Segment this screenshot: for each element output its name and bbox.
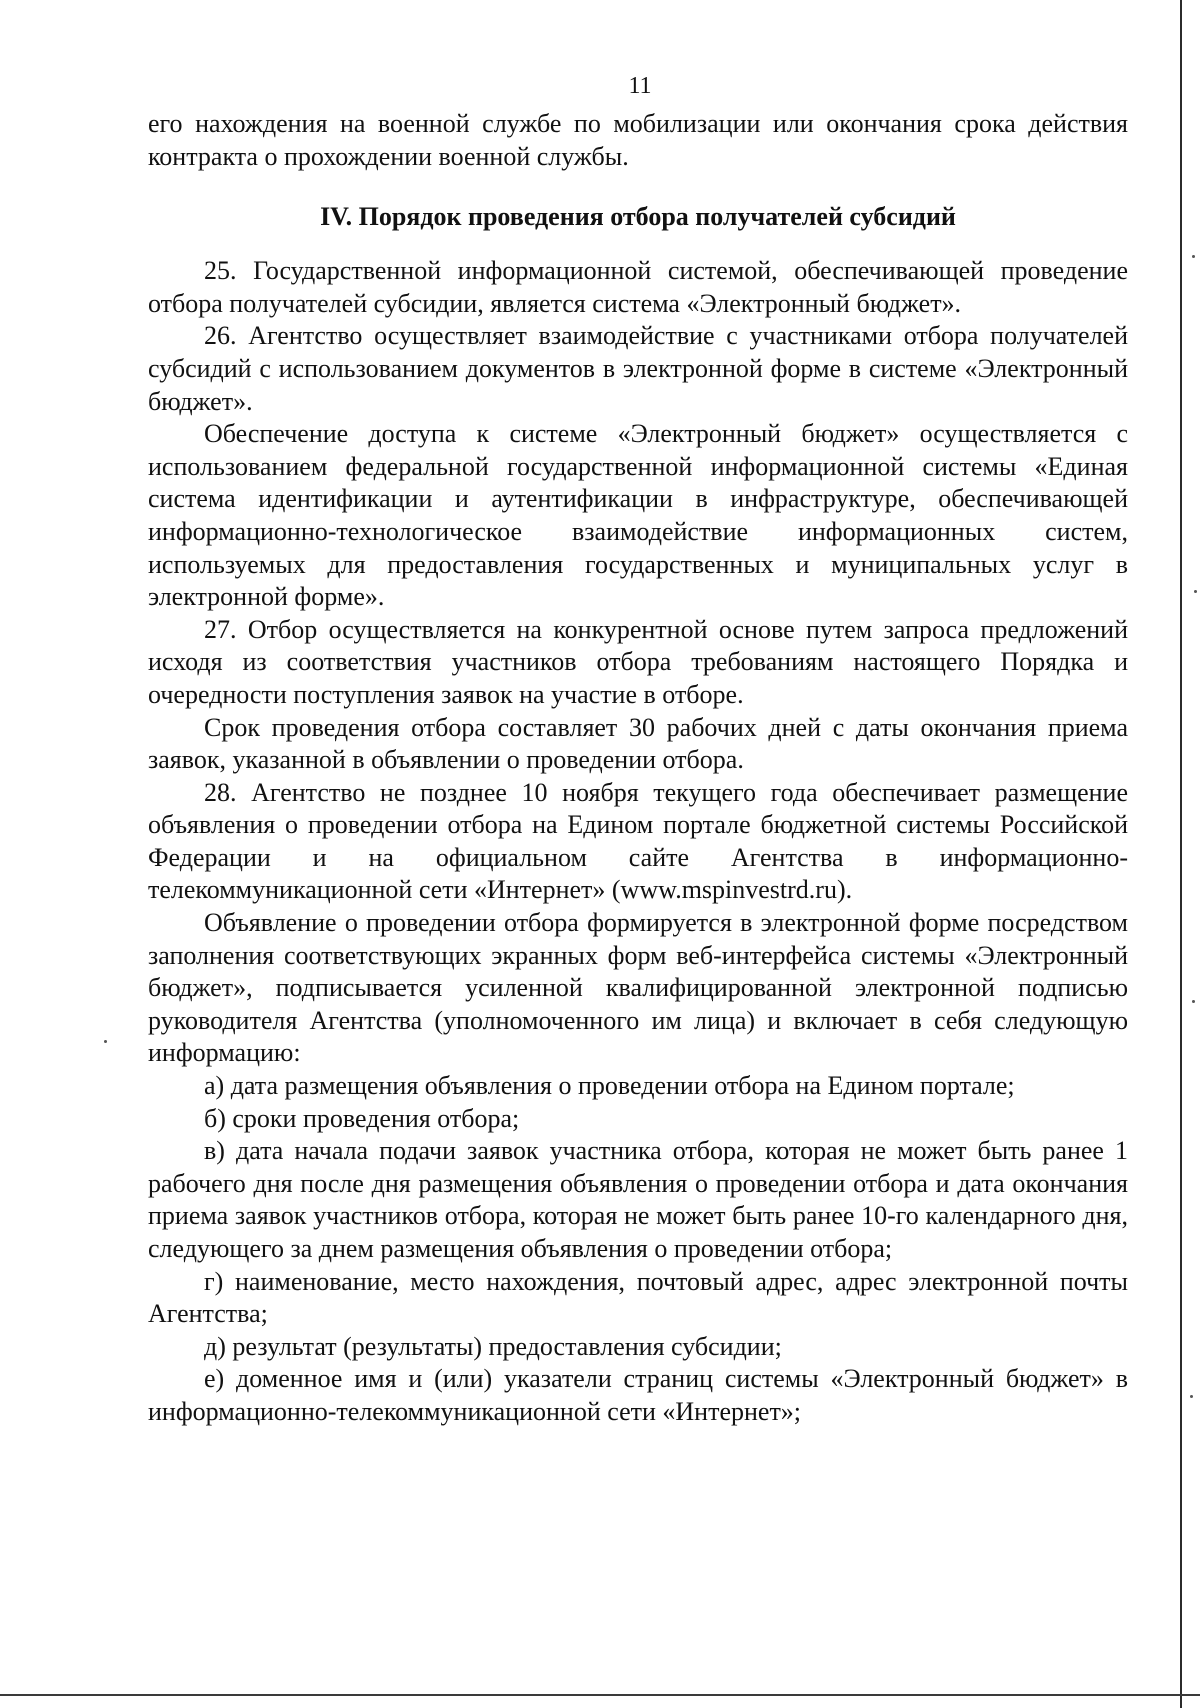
page-number: 11 [628, 73, 652, 99]
list-item-v: в) дата начала подачи заявок участника отбора, которая не может быть ранее 1 рабочего дня после дня размещения объявления о проведении отбора и дата окончания приема заявок участников отбора, которая не может быть ранее 10-го календарного дня, следующего за днем размещения объявления о проведении отбора; [148, 1136, 1128, 1263]
scan-speck [104, 1040, 107, 1043]
paragraph-28: 28. Агентство не позднее 10 ноября текущего года обеспечивает размещение объявления о проведении отбора на Едином портале бюджетной системы Российской Федерации и на официальном сайте Агентства в информационно-телекоммуникационной сети «Интернет» (www.mspinvestrd.ru). [148, 777, 1128, 905]
scan-speck [1190, 1395, 1193, 1398]
paragraph-27: 27. Отбор осуществляется на конкурентной основе путем запроса предложений исходя из соответствия участников отбора требованиям настоящего Порядка и очередности поступления заявок на участие в отборе. [148, 614, 1128, 709]
list-item-d: д) результат (результаты) предоставления субсидии; [204, 1331, 782, 1361]
scan-edge-right [1180, 0, 1182, 1708]
paragraph-28-announcement: Объявление о проведении отбора формируется в электронной форме посредством заполнения соответствующих экранных форм веб-интерфейса системы «Электронный бюджет», подписывается усиленной квалифицированной электронной подписью руководителя Агентства (уполномоченного им лица) и включает в себя следующую информацию: [148, 908, 1128, 1068]
scan-speck [1194, 590, 1197, 593]
scan-edge-bottom [0, 1694, 1200, 1696]
paragraph-26: 26. Агентство осуществляет взаимодействие с участниками отбора получателей субсидий с использованием документов в электронной форме в системе «Электронный бюджет». [148, 321, 1128, 416]
scan-speck [1192, 1000, 1195, 1003]
paragraph-25: 25. Государственной информационной системой, обеспечивающей проведение отбора получателей субсидии, является система «Электронный бюджет». [148, 256, 1128, 318]
document-body [148, 108, 1128, 1429]
paragraph-continuation: его нахождения на военной службе по мобилизации или окончания срока действия контракта о прохождении военной службы. [148, 109, 1128, 171]
paragraph-26-access: Обеспечение доступа к системе «Электронный бюджет» осуществляется с использованием федеральной государственной информационной системы «Единая система идентификации и аутентификации в инфраструктуре, обеспечивающей информационно-технологическое взаимодействие информационных систем, используемых для предоставления государственных и муниципальных услуг в электронной форме». [148, 419, 1128, 612]
list-item-g: г) наименование, место нахождения, почтовый адрес, адрес электронной почты Агентства; [148, 1266, 1128, 1329]
paragraph-27-term: Срок проведения отбора составляет 30 рабочих дней с даты окончания приема заявок, указанной в объявлении о проведении отбора. [148, 712, 1128, 775]
section-heading: IV. Порядок проведения отбора получателей субсидий [320, 202, 956, 232]
list-item-a: а) дата размещения объявления о проведении отбора на Едином портале; [204, 1071, 1015, 1101]
scan-speck [1192, 255, 1195, 258]
list-item-e: е) доменное имя и (или) указатели страниц системы «Электронный бюджет» в информационно-телекоммуникационной сети «Интернет»; [148, 1364, 1128, 1426]
list-item-b: б) сроки проведения отбора; [204, 1103, 520, 1133]
